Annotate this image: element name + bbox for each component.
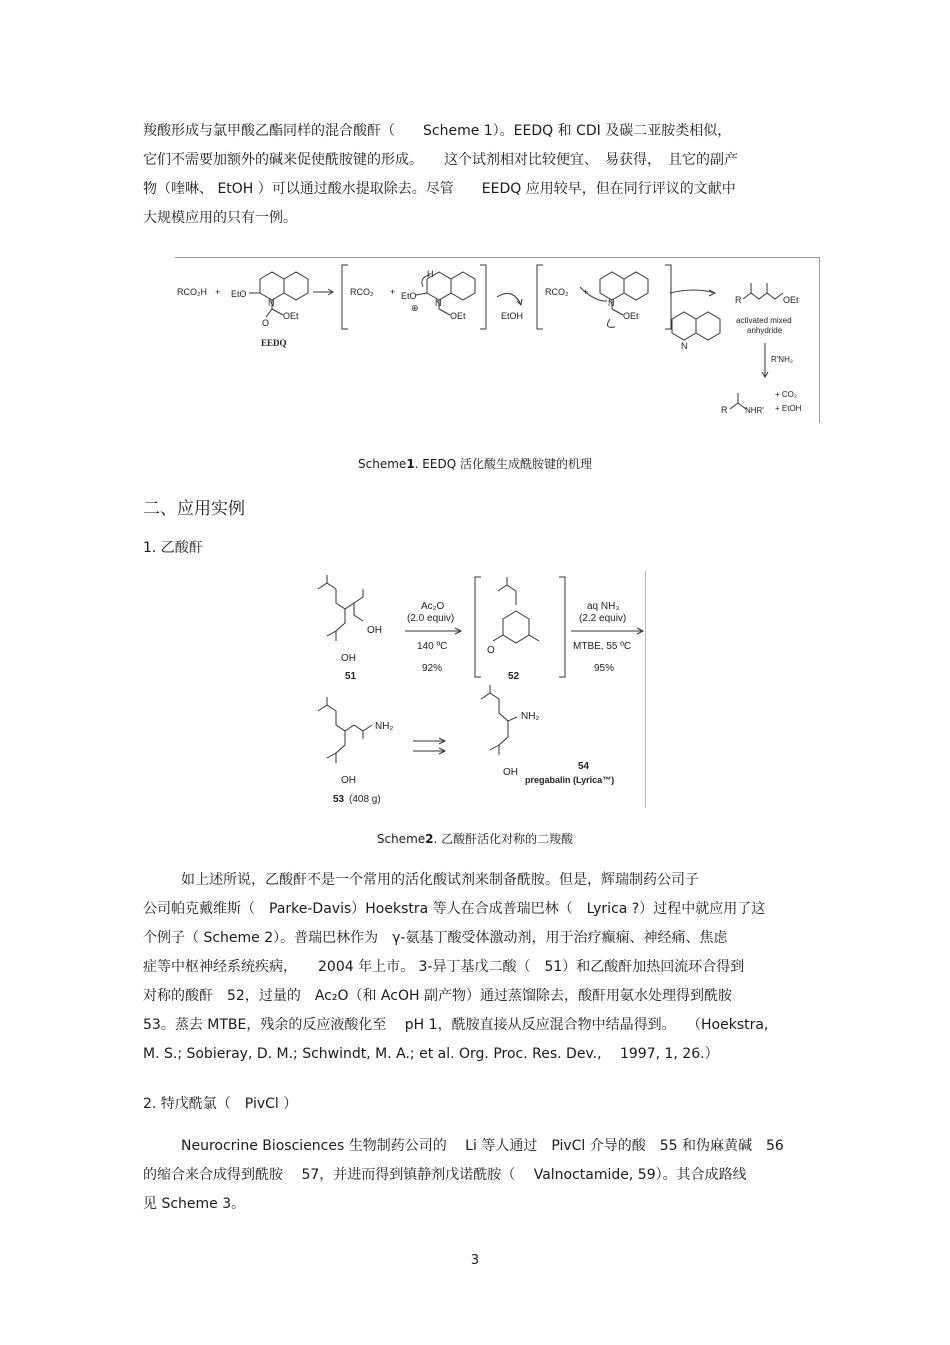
scheme-2-caption: [0, 830, 950, 847]
label-plus: +: [583, 287, 589, 297]
text-line: 羧酸形成与氯甲酸乙酯同样的混合酸酐（ Scheme 1）。EEDQ 和 CDI 及碳二亚胺类相似，: [143, 123, 732, 139]
label-oet: OEt: [783, 295, 799, 305]
section-heading: 二、应用实例: [143, 499, 245, 519]
label-equiv: (2.0 equiv): [407, 613, 455, 624]
label-anhydride: anhydride: [747, 326, 783, 335]
paragraph-pregabalin: [143, 866, 813, 1069]
label-oh: OH: [341, 653, 356, 664]
label-oet: OEt: [450, 311, 466, 321]
label-amine: R'NH₂: [771, 355, 793, 364]
caption-text: . EEDQ 活化酸生成酰胺键的机理: [414, 457, 592, 471]
label-quinoline-n: N: [681, 341, 688, 351]
scheme-1-figure: [175, 257, 820, 423]
scheme-1-drawing: [175, 257, 820, 423]
text-line: 如上述所说，乙酸酐不是一个常用的活化酸试剂来制备酰胺。但是，辉瑞制药公司子: [181, 872, 699, 888]
label-positive-charge: ⊕: [411, 303, 419, 313]
label-temperature: 140 ºC: [417, 641, 448, 652]
text-line: 它们不需要加额外的碱来促使酰胺键的形成。 这个试剂相对比较便宜、 易获得， 且它的副产: [143, 152, 738, 168]
compound-51: 51: [345, 671, 357, 682]
paragraph-eedq-intro: [143, 117, 813, 233]
label-conditions: MTBE, 55 ºC: [573, 641, 632, 652]
label-o: O: [487, 645, 495, 656]
label-n: N: [435, 298, 442, 308]
label-n: N: [268, 298, 275, 308]
scheme-2-figure: [303, 571, 646, 808]
label-plus: +: [215, 287, 221, 297]
label-etoh: + EtOH: [775, 404, 802, 413]
label-h: H: [427, 269, 434, 279]
compound-52: 52: [508, 671, 520, 682]
label-nh2: NH₂: [521, 711, 540, 722]
compound-53: 53: [333, 794, 345, 805]
label-etoh-loss: EtOH: [501, 311, 524, 321]
label-eto: EtO: [401, 291, 417, 301]
caption-number: 1: [406, 457, 415, 471]
caption-prefix: Scheme: [376, 832, 426, 846]
label-oh: OH: [367, 625, 382, 636]
label-oet: OEt: [623, 311, 639, 321]
text-line: Neurocrine Biosciences 生物制药公司的 Li 等人通过 PivCl 介导的酸 55 和伪麻黄碱 56: [181, 1138, 784, 1154]
text-line: 见 Scheme 3。: [143, 1196, 246, 1212]
label-oh: OH: [503, 767, 518, 778]
subsection-pivcl: 2. 特戊酰氯（ PivCl ）: [143, 1096, 298, 1112]
text-line: M. S.; Sobieray, D. M.; Schwindt, M. A.; et al. Org. Proc. Res. Dev., 1997, 1, 26.）: [143, 1046, 719, 1062]
scheme-1-caption: [0, 455, 950, 472]
label-equiv: (2.2 equiv): [579, 613, 627, 624]
label-rco2-anion: RCO₂: [350, 287, 374, 297]
label-o: O: [262, 318, 270, 328]
label-eto: EtO: [231, 289, 247, 299]
label-reagent-nh3: aq NH₃: [587, 601, 620, 612]
label-nh2: NH₂: [375, 721, 394, 732]
label-plus: +: [390, 287, 396, 297]
label-yield: 95%: [594, 663, 615, 674]
subsection-acetic-anhydride: 1. 乙酸酐: [143, 540, 203, 556]
label-nhr: NHR': [745, 406, 764, 415]
text-line: 53。蒸去 MTBE，残余的反应液酸化至 pH 1，酰胺直接从反应混合物中结晶得到。 （Hoekstra,: [143, 1017, 769, 1033]
text-line: 症等中枢神经系统疾病， 2004 年上市。 3-异丁基戊二酸（ 51）和乙酸酐加热回流环合得到: [143, 959, 745, 975]
label-mass: (408 g): [349, 794, 381, 805]
text-line: 大规模应用的只有一例。: [143, 210, 297, 226]
text-line: 的缩合来合成得到酰胺 57，并进而得到镇静剂戊诺酰胺（ Valnoctamide, 59）。其合成路线: [143, 1167, 747, 1183]
label-reagent-ac2o: Ac₂O: [421, 601, 445, 612]
scheme-2-drawing: [303, 571, 646, 808]
label-oet: OEt: [283, 311, 299, 321]
label-rco2-anion: RCO₂: [545, 287, 569, 297]
text-line: 公司帕克戴维斯（ Parke-Davis）Hoekstra 等人在合成普瑞巴林（ Lyrica ?）过程中就应用了这: [143, 901, 766, 917]
label-eedq: EEDQ: [261, 338, 287, 348]
label-co2: + CO₂: [775, 390, 797, 399]
label-r: R: [721, 405, 728, 415]
label-yield: 92%: [422, 663, 443, 674]
label-oh: OH: [341, 775, 356, 786]
label-r: R: [735, 295, 742, 305]
page-number: 3: [470, 1253, 480, 1268]
caption-number: 2: [425, 832, 434, 846]
label-activated-mixed: activated mixed: [736, 316, 792, 325]
label-n-plus: N: [608, 298, 615, 308]
caption-prefix: Scheme: [358, 457, 407, 471]
label-rco2h: RCO₂H: [177, 287, 207, 297]
text-line: 对称的酸酐 52，过量的 Ac₂O（和 AcOH 副产物）通过蒸馏除去，酸酐用氨水处理得到酰胺: [143, 988, 732, 1004]
paragraph-valnoctamide: [143, 1132, 813, 1219]
text-line: 个例子（ Scheme 2）。普瑞巴林作为 γ-氨基丁酸受体激动剂，用于治疗癫痫、神经痛、焦虑: [143, 930, 728, 946]
caption-text: . 乙酸酐活化对称的二羧酸: [433, 832, 574, 846]
text-line: 物（喹啉、 EtOH ）可以通过酸水提取除去。尽管 EEDQ 应用较早，但在同行评议的文献中: [143, 181, 736, 197]
compound-54: 54: [578, 761, 590, 772]
compound-54-name: pregabalin (Lyrica™): [525, 775, 615, 785]
